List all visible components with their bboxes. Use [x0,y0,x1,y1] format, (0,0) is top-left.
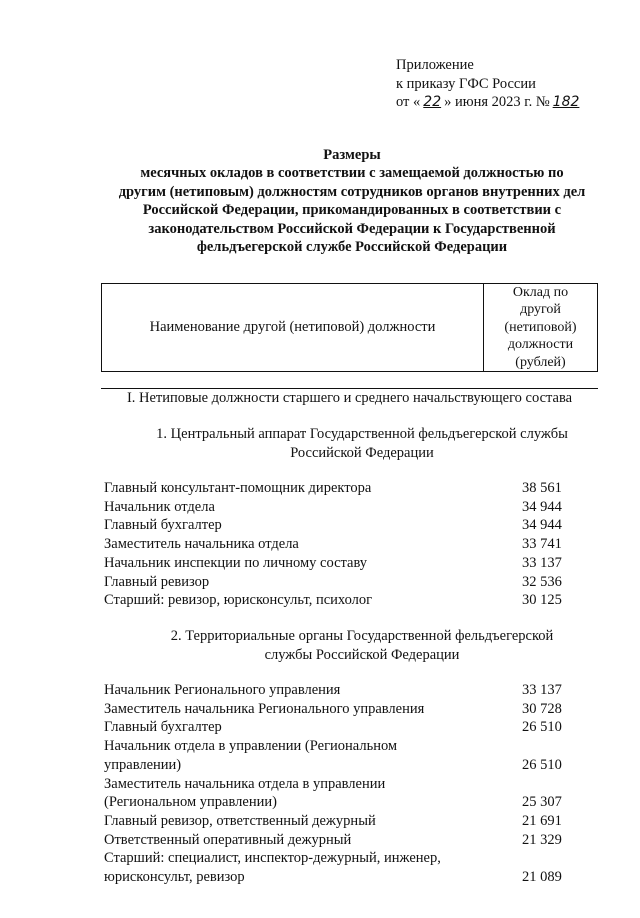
title-line: фельдъегерской службе Российской Федерации [196,239,508,256]
salary-value: 21 329 [522,831,562,848]
salary-value: 21 691 [522,812,562,829]
handwritten-day: 22 [423,94,442,110]
position-name: Начальник инспекции по личному составу [104,554,368,571]
table-row [104,737,574,774]
appendix-order-ref: к приказу ГФС России [396,75,536,92]
header-salary-line: (нетиповой) [504,319,577,335]
table-header [101,283,598,372]
position-name: Ответственный оперативный дежурный [104,831,352,848]
table-row [104,535,574,554]
table-row [104,812,574,831]
table-row [104,554,574,573]
title-line: Размеры [323,147,381,163]
position-name: Начальник отдела [104,498,215,515]
table-row [104,498,574,517]
date-prefix: от « [396,94,421,110]
table-row [104,775,574,812]
position-name-line: Старший: специалист, инспектор-дежурный, инженер, [104,850,441,867]
subsection-title-line: 1. Центральный аппарат Государственной фельдъегерской службы [156,426,568,442]
table-row [104,573,574,592]
position-name: Заместитель начальника Регионального управления [104,700,425,717]
appendix-block [396,56,582,112]
position-name [104,737,509,774]
header-salary [484,284,597,371]
handwritten-number: 182 [552,94,580,110]
position-name [104,849,509,886]
position-name: Заместитель начальника отдела [104,536,299,553]
position-name: Главный ревизор, ответственный дежурный [104,812,376,829]
position-name: Главный бухгалтер [104,719,222,736]
subsection-title [120,425,604,462]
position-name: Главный ревизор [104,573,210,590]
title-line: месячных окладов в соответствии с замещаемой должностью по [140,165,564,182]
table-row [104,681,574,700]
header-salary-line: другой [520,302,561,318]
position-name: Начальник Регионального управления [104,682,341,698]
salary-value: 34 944 [522,498,562,515]
table-row [104,718,574,737]
title-line: законодательством Российской Федерации к Государственной [148,220,556,237]
salary-list-central [104,479,574,610]
appendix-label: Приложение [396,57,474,73]
position-name: Главный консультант-помощник директора [104,480,372,496]
subsection-title [120,627,604,664]
table-row [104,849,574,886]
position-name: Главный бухгалтер [104,517,222,534]
position-name-line: юрисконсульт, ревизор [104,869,245,886]
title-line: Российской Федерации, прикомандированных в соответствии с [142,202,562,219]
salary-value: 33 137 [522,554,562,571]
appendix-date-line [396,93,582,112]
table-row [104,479,574,498]
position-name-line: (Региональном управлении) [104,794,277,811]
salary-value: 26 510 [522,756,562,773]
header-salary-line: должности [507,337,574,353]
title-line: другим (нетиповым) должностям сотрудников органов внутренних дел [118,183,586,200]
salary-value: 32 536 [522,573,562,590]
subsection-title-line: службы Российской Федерации [264,646,460,663]
salary-value: 38 561 [522,480,562,496]
position-name-line: Заместитель начальника отдела в управлении [104,775,386,792]
salary-value: 33 741 [522,536,562,553]
salary-value: 34 944 [522,517,562,534]
subsection-title-line: Российской Федерации [290,444,434,461]
salary-value: 26 510 [522,719,562,736]
table-row [104,591,574,610]
document-title [90,146,614,256]
position-name [104,775,509,812]
header-position-name: Наименование другой (нетиповой) должности [102,284,484,371]
salary-value: 30 125 [522,592,562,609]
table-row [104,831,574,850]
section-title: I. Нетиповые должности старшего и среднего начальствующего состава [126,390,573,406]
subsection-title-line: 2. Территориальные органы Государственной фельдъегерской [170,628,554,644]
salary-value: 30 728 [522,700,562,717]
position-name-line: управлении) [104,756,182,773]
table-row [104,700,574,719]
position-name-line: Начальник отдела в управлении (Региональном [104,738,398,755]
salary-list-territorial [104,681,574,887]
position-name: Старший: ревизор, юрисконсульт, психолог [104,592,373,609]
header-salary-line: (рублей) [515,354,566,370]
salary-value: 25 307 [522,794,562,811]
salary-value: 21 089 [522,869,562,886]
salary-value: 33 137 [522,682,562,698]
header-salary-line: Оклад по [512,284,569,300]
date-suffix: » июня 2023 г. № [444,94,550,110]
table-row [104,516,574,535]
